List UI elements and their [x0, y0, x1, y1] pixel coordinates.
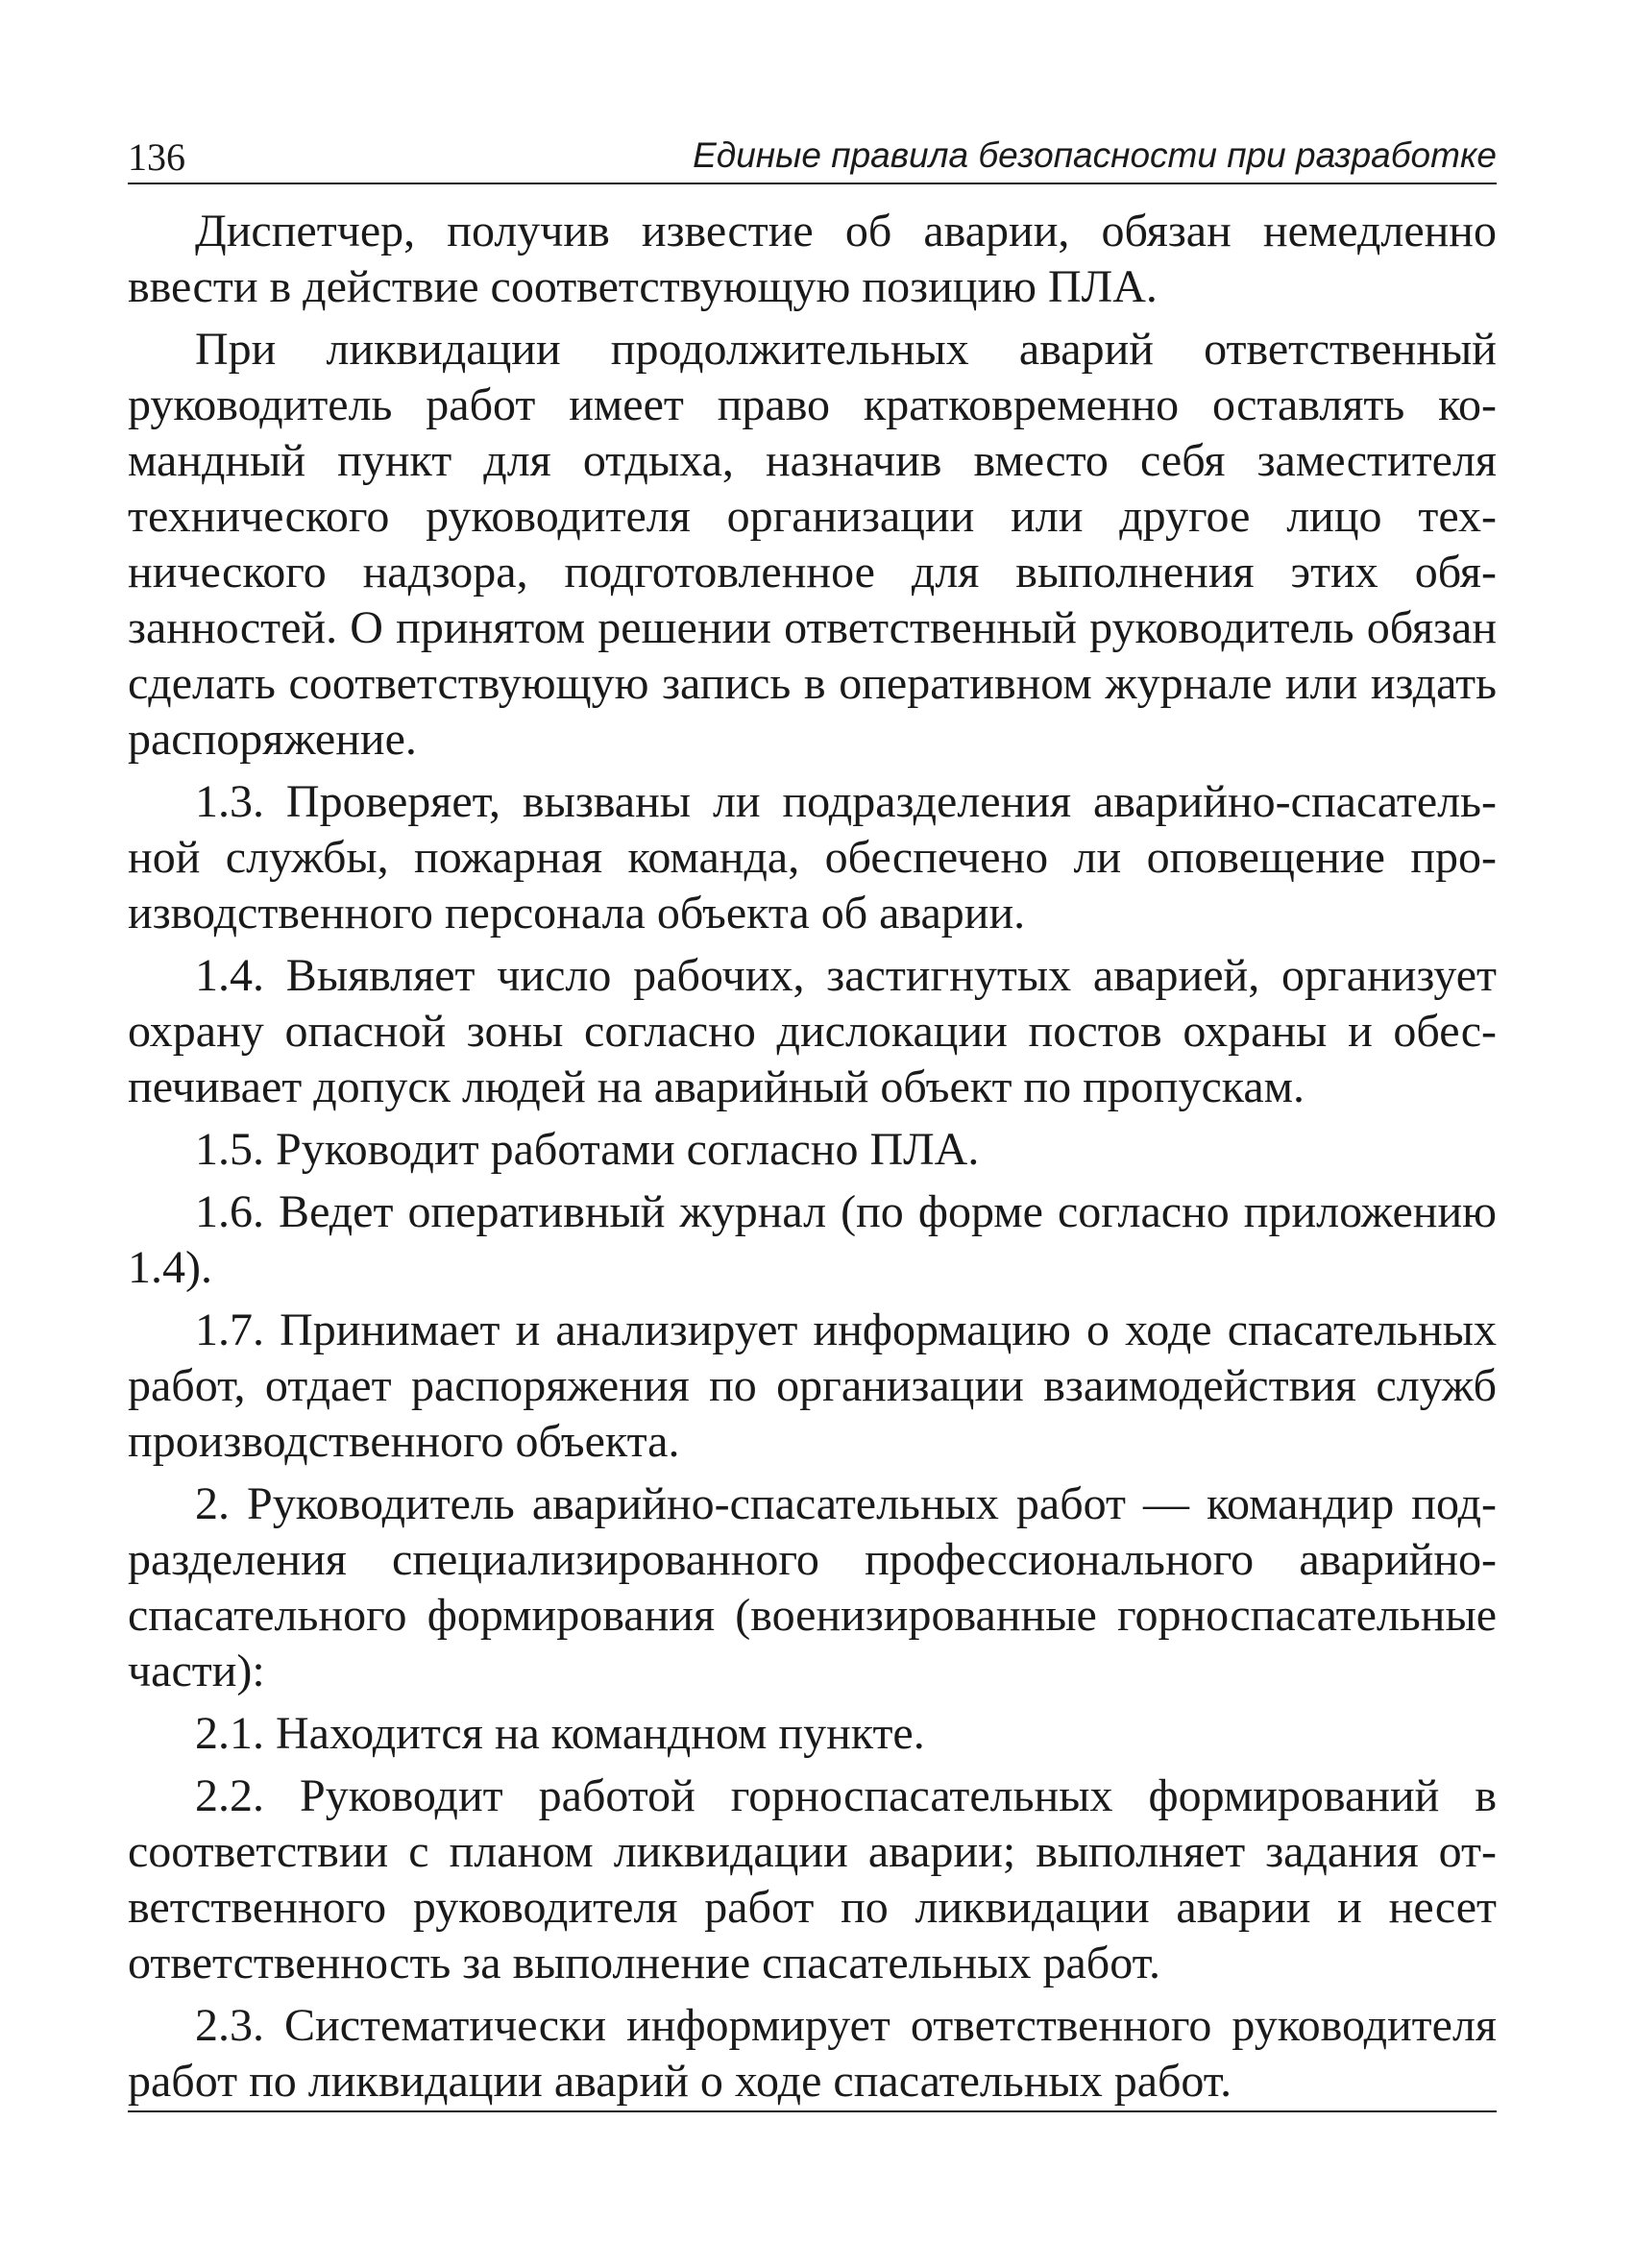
paragraph-1-5: 1.5. Руководит работами согласно ПЛА. [195, 1124, 980, 1175]
body-text [128, 204, 1497, 2116]
paragraph-long-accidents: При ликвидации продолжительных аварий ответственный руководитель работ имеет право кратковременно оставлять командный пункт для отдыха, назначив вместо себя заместителя технического руководителя организации или другое лицо технического надзора, подготовленное для выполнения этих обязанностей. О принятом решении ответственный руководитель обязан сделать соответствующую запись в оперативном журнале или издать распоряжение. [128, 324, 1497, 765]
paragraph-2: 2. Руководитель аварийно-спасательных работ — командир подразделения специализированного профессионального аварийноспасательного формирования (военизированные горноспасательные части): [128, 1478, 1497, 1696]
paragraph-1-7: 1.7. Принимает и анализирует информацию о ходе спасательных работ, отдает распоряжения по организации взаимодействия служб производственного объекта. [128, 1305, 1497, 1467]
paragraph-dispatcher: Диспетчер, получив известие об аварии, обязан немедленно ввести в действие соответствующую позицию ПЛА. [128, 206, 1497, 312]
running-title: Единые правила безопасности при разработке [693, 135, 1497, 175]
paragraph-1-3: 1.3. Проверяет, вызваны ли подразделения аварийно-спасательной службы, пожарная команда, обеспечено ли оповещение производственного персонала объекта об аварии. [128, 776, 1497, 939]
page-header [128, 134, 1497, 184]
paragraph-1-6: 1.6. Ведет оперативный журнал (по форме согласно приложению 1.4). [128, 1186, 1497, 1293]
footer-divider [128, 2110, 1497, 2112]
paragraph-2-1: 2.1. Находится на командном пункте. [195, 1708, 925, 1759]
paragraph-2-3: 2.3. Систематически информирует ответственного руководителя работ по ликвидации аварий о ходе спасательных работ. [128, 2000, 1497, 2107]
paragraph-1-4: 1.4. Выявляет число рабочих, застигнутых аварией, организует охрану опасной зоны согласно дислокации постов охраны и обеспечивает допуск людей на аварийный объект по пропускам. [128, 950, 1497, 1112]
paragraph-2-2: 2.2. Руководит работой горноспасательных формирований в соответствии с планом ликвидации аварии; выполняет задания ответственного руководителя работ по ликвидации аварии и несет ответственность за выполнение спасательных работ. [128, 1770, 1497, 1988]
page-number: 136 [128, 135, 185, 179]
